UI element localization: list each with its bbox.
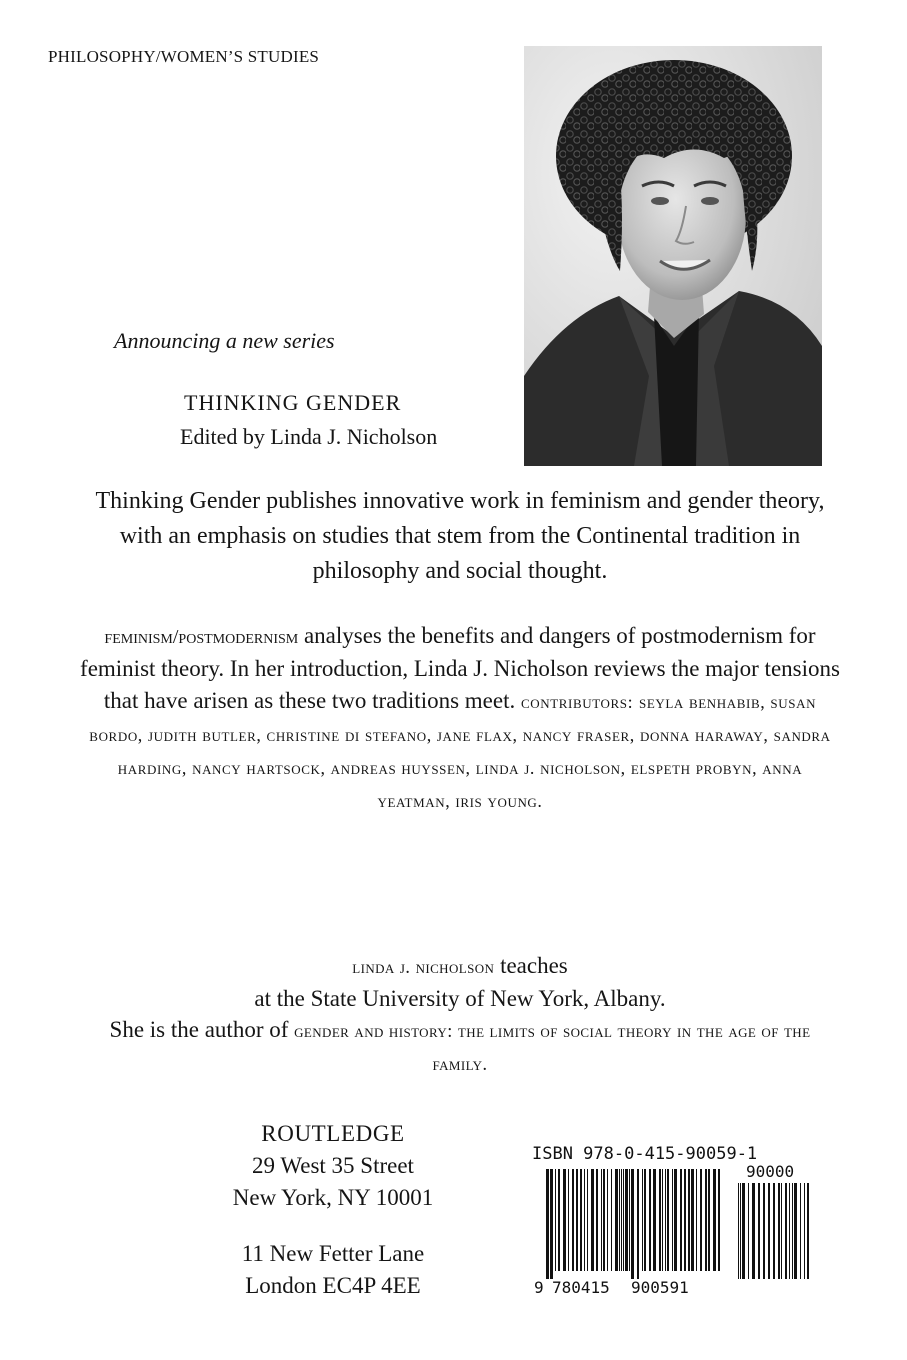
price-code: 90000	[746, 1162, 795, 1181]
barcode-bar	[615, 1169, 618, 1271]
barcode-bar	[619, 1169, 620, 1271]
barcode-bar	[665, 1169, 666, 1271]
barcode-bar	[742, 1183, 745, 1279]
barcode-bar	[603, 1169, 605, 1271]
barcode-bar	[621, 1169, 622, 1271]
barcode-bar	[789, 1183, 790, 1279]
barcode-bar	[740, 1183, 741, 1279]
barcode-bar	[713, 1169, 716, 1271]
barcode-bar	[572, 1169, 574, 1271]
series-editor: Edited by Linda J. Nicholson	[180, 424, 438, 449]
barcode-bar	[596, 1169, 598, 1271]
barcode-bar	[601, 1169, 602, 1271]
barcode-bar	[738, 1183, 739, 1279]
barcode-bar	[642, 1169, 643, 1271]
barcode-bar	[688, 1169, 690, 1271]
barcode-bar	[629, 1169, 630, 1271]
publisher-uk-address-city: London EC4P 4EE	[245, 1273, 421, 1298]
ean-first-digit: 9	[534, 1278, 544, 1296]
barcode-bar	[804, 1183, 805, 1279]
barcode-bar	[705, 1169, 707, 1271]
ean-right-digits: 900591	[631, 1278, 689, 1296]
barcode-bar	[778, 1183, 780, 1279]
barcode-bar	[555, 1169, 556, 1271]
barcode-bar	[587, 1169, 588, 1271]
isbn-text: ISBN 978-0-415-90059-1	[532, 1144, 758, 1164]
author-bio	[80, 950, 840, 1080]
series-announcement: Announcing a new series	[114, 328, 335, 353]
author-bio-line-2: at the State University of New York, Albany.	[254, 986, 666, 1011]
publisher-uk-address-street: 11 New Fetter Lane	[241, 1241, 425, 1266]
barcode-bar	[763, 1183, 765, 1279]
publisher-us-address-street: 29 West 35 Street	[252, 1153, 414, 1178]
barcode-bar	[768, 1183, 770, 1279]
category-label: PHILOSOPHY/WOMEN’S STUDIES	[48, 47, 320, 66]
barcode-bar	[792, 1183, 793, 1279]
barcode-bar	[607, 1169, 608, 1271]
addon-bars	[738, 1183, 809, 1279]
barcode-bar	[672, 1169, 673, 1271]
barcode-bar	[700, 1169, 702, 1271]
barcode-bar	[625, 1169, 628, 1271]
book-description	[80, 620, 840, 817]
barcode-bar	[696, 1169, 697, 1271]
barcode-bar	[773, 1183, 775, 1279]
barcode-bar	[611, 1169, 612, 1271]
barcode-bar	[684, 1169, 686, 1271]
barcode-bar	[785, 1183, 787, 1279]
barcode-bar	[576, 1169, 578, 1271]
barcode-bar	[631, 1169, 634, 1279]
barcode-bar	[550, 1169, 553, 1279]
author-bio-line-1: teaches	[500, 953, 568, 978]
author-bio-line-3: She is the author of	[109, 1017, 289, 1042]
ean-bars	[546, 1169, 720, 1279]
barcode-bar	[584, 1169, 585, 1271]
barcode-bar	[568, 1169, 569, 1271]
isbn-barcode	[532, 1141, 814, 1296]
barcode-bar	[800, 1183, 801, 1279]
barcode-bar	[674, 1169, 677, 1271]
barcode-bar	[752, 1183, 755, 1279]
series-description: Thinking Gender publishes innovative work in feminism and gender theory, with an emphasis on studies that stem from the Continental tradition in philosophy and social thought.	[95, 488, 825, 584]
publisher-us-address-city: New York, NY 10001	[232, 1185, 434, 1210]
contributors-list: seyla benhabib, susan bordo, judith butler, christine di stefano, jane flax, nancy fraser, donna haraway, sandra harding, nancy hartsock, andreas huyssen, linda j. nicholson, elspeth probyn, anna yeatman, iris young.	[89, 692, 831, 811]
barcode-bar	[637, 1169, 639, 1279]
barcode-bar	[794, 1183, 797, 1279]
barcode-bar	[558, 1169, 560, 1271]
barcode-bar	[807, 1183, 809, 1279]
barcode-bar	[623, 1169, 624, 1271]
barcode-bar	[591, 1169, 594, 1271]
barcode-bar	[781, 1183, 782, 1279]
series-title: THINKING GENDER	[184, 390, 402, 415]
author-name: linda j. nicholson	[352, 957, 495, 978]
barcode-bar	[563, 1169, 566, 1271]
barcode-bar	[644, 1169, 646, 1271]
author-other-book: gender and history: the limits of social theory in the age of the family.	[294, 1021, 811, 1075]
barcode-bar	[653, 1169, 656, 1271]
barcode-bar	[680, 1169, 682, 1271]
publisher-block	[218, 1118, 448, 1302]
barcode-bar	[659, 1169, 661, 1271]
publisher-name: ROUTLEDGE	[261, 1121, 405, 1146]
barcode-bar	[546, 1169, 549, 1279]
book-summary: analyses the benefits and dangers of postmodernism for feminist theory. In her introduction, Linda J. Nicholson reviews the major tensions that have arisen as these two traditions meet.	[80, 623, 840, 713]
barcode-bar	[649, 1169, 651, 1271]
barcode-bar	[708, 1169, 710, 1271]
barcode-bar	[667, 1169, 669, 1271]
barcode-bar	[580, 1169, 582, 1271]
contributors-label: contributors:	[521, 692, 634, 712]
barcode-bar	[691, 1169, 694, 1271]
book-title: feminism/postmodernism	[104, 626, 299, 648]
ean-left-digits: 780415	[552, 1278, 610, 1296]
barcode-bar	[758, 1183, 760, 1279]
author-photo	[524, 46, 822, 466]
barcode-bar	[748, 1183, 749, 1279]
barcode-bar	[662, 1169, 663, 1271]
barcode-bar	[718, 1169, 720, 1271]
